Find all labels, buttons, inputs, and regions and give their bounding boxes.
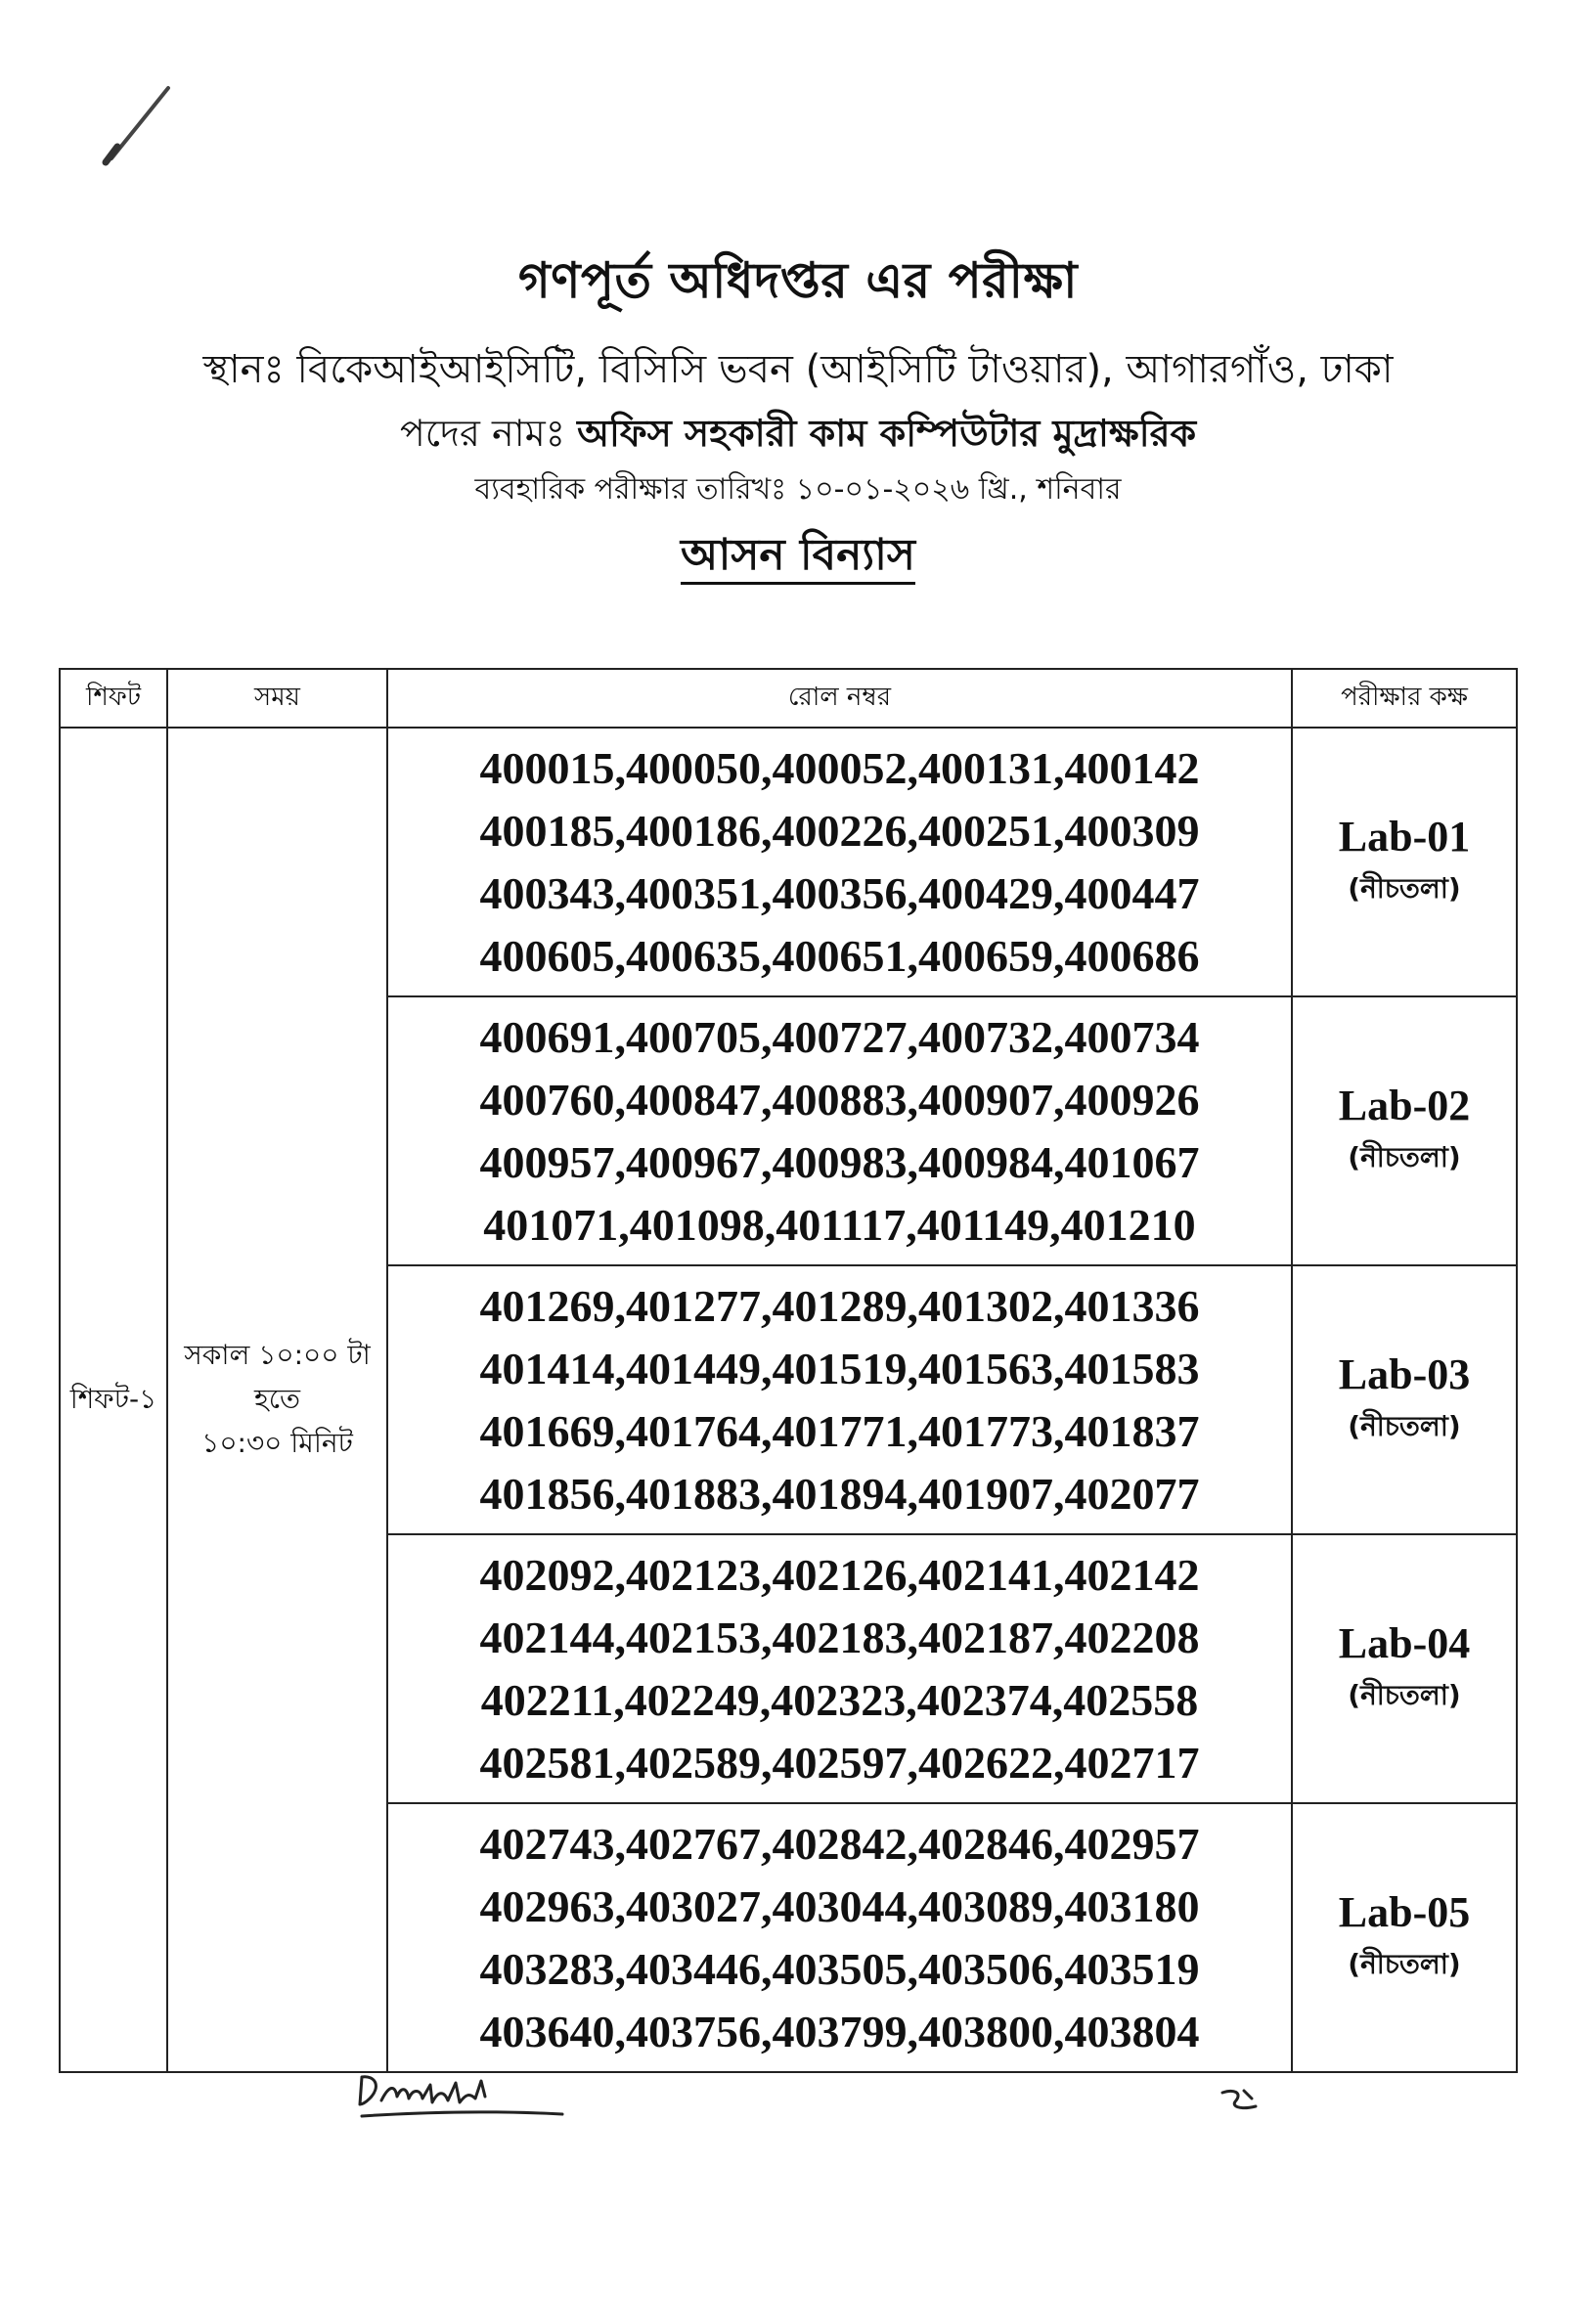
roll-line: 400957,400967,400983,400984,401067 bbox=[479, 1136, 1200, 1187]
roll-cell bbox=[387, 1265, 1292, 1534]
roll-line: 401414,401449,401519,401563,401583 bbox=[479, 1343, 1200, 1393]
roll-line: 400015,400050,400052,400131,400142 bbox=[479, 742, 1200, 793]
lab-code: Lab-04 bbox=[1338, 1618, 1471, 1667]
exam-date: ব্যবহারিক পরীক্ষার তারিখঃ ১০-০১-২০২৬ খ্রি., শনিবার bbox=[474, 472, 1122, 507]
shift-cell: শিফট-১ bbox=[60, 728, 167, 2072]
time-line: সকাল ১০:০০ টা bbox=[184, 1339, 371, 1372]
seat-plan-table bbox=[59, 668, 1518, 2073]
room-cell bbox=[1292, 1803, 1517, 2072]
pen-mark-icon bbox=[98, 82, 176, 170]
header-roll: রোল নম্বর bbox=[387, 669, 1292, 728]
lab-code: Lab-01 bbox=[1338, 812, 1471, 861]
lab-code: Lab-05 bbox=[1338, 1887, 1471, 1936]
roll-line: 402963,403027,403044,403089,403180 bbox=[479, 1880, 1200, 1931]
roll-cell bbox=[387, 996, 1292, 1265]
post-line bbox=[0, 405, 1596, 467]
post-name: অফিস সহকারী কাম কম্পিউটার মুদ্রাক্ষরিক bbox=[577, 412, 1197, 455]
roll-line: 401071,401098,401117,401149,401210 bbox=[483, 1199, 1196, 1250]
header-shift: শিফট bbox=[60, 669, 167, 728]
roll-line: 402581,402589,402597,402622,402717 bbox=[479, 1737, 1200, 1788]
roll-line: 402092,402123,402126,402141,402142 bbox=[479, 1549, 1200, 1600]
roll-line: 400691,400705,400727,400732,400734 bbox=[479, 1011, 1200, 1062]
room-cell bbox=[1292, 1265, 1517, 1534]
time-cell bbox=[167, 728, 387, 2072]
time-line: হতে bbox=[254, 1383, 300, 1416]
roll-line: 403283,403446,403505,403506,403519 bbox=[479, 1943, 1200, 1994]
lab-floor: (নীচতলা) bbox=[1348, 1947, 1461, 1980]
exam-title: গণপূর্ত অধিদপ্তর এর পরীক্ষা bbox=[518, 252, 1078, 309]
roll-line: 400760,400847,400883,400907,400926 bbox=[479, 1074, 1200, 1125]
header-room: পরীক্ষার কক্ষ bbox=[1292, 669, 1517, 728]
roll-line: 400185,400186,400226,400251,400309 bbox=[479, 805, 1200, 856]
roll-line: 402743,402767,402842,402846,402957 bbox=[479, 1818, 1200, 1869]
seat-plan-heading bbox=[0, 522, 1596, 594]
lab-floor: (নীচতলা) bbox=[1348, 1140, 1461, 1173]
roll-line: 402211,402249,402323,402374,402558 bbox=[480, 1674, 1199, 1725]
room-cell bbox=[1292, 1534, 1517, 1803]
lab-floor: (নীচতলা) bbox=[1348, 1678, 1461, 1711]
table-header-row bbox=[60, 669, 1517, 728]
roll-cell bbox=[387, 728, 1292, 996]
time-line: ১০:৩০ মিনিট bbox=[201, 1426, 353, 1459]
lab-code: Lab-03 bbox=[1338, 1349, 1471, 1398]
roll-line: 401669,401764,401771,401773,401837 bbox=[479, 1405, 1200, 1456]
roll-cell bbox=[387, 1534, 1292, 1803]
roll-line: 400605,400635,400651,400659,400686 bbox=[479, 930, 1200, 981]
room-cell bbox=[1292, 996, 1517, 1265]
table-row bbox=[60, 728, 1517, 996]
lab-floor: (নীচতলা) bbox=[1348, 1409, 1461, 1442]
roll-line: 401856,401883,401894,401907,402077 bbox=[479, 1468, 1200, 1519]
lab-floor: (নীচতলা) bbox=[1348, 871, 1461, 905]
signature-icon bbox=[352, 2065, 577, 2134]
roll-cell bbox=[387, 1803, 1292, 2072]
room-cell bbox=[1292, 728, 1517, 996]
roll-line: 400343,400351,400356,400429,400447 bbox=[479, 867, 1200, 918]
seat-plan-title: আসন বিন্যাস bbox=[681, 530, 915, 585]
initial-mark-icon bbox=[1217, 2085, 1264, 2116]
roll-line: 402144,402153,402183,402187,402208 bbox=[479, 1612, 1200, 1662]
post-label: পদের নামঃ bbox=[399, 412, 566, 455]
roll-line: 403640,403756,403799,403800,403804 bbox=[479, 2006, 1200, 2056]
lab-code: Lab-02 bbox=[1338, 1081, 1471, 1129]
exam-venue: স্থানঃ বিকেআইআইসিটি, বিসিসি ভবন (আইসিটি টাওয়ার), আগারগাঁও, ঢাকা bbox=[202, 347, 1394, 392]
header-time: সময় bbox=[167, 669, 387, 728]
roll-line: 401269,401277,401289,401302,401336 bbox=[479, 1280, 1200, 1331]
